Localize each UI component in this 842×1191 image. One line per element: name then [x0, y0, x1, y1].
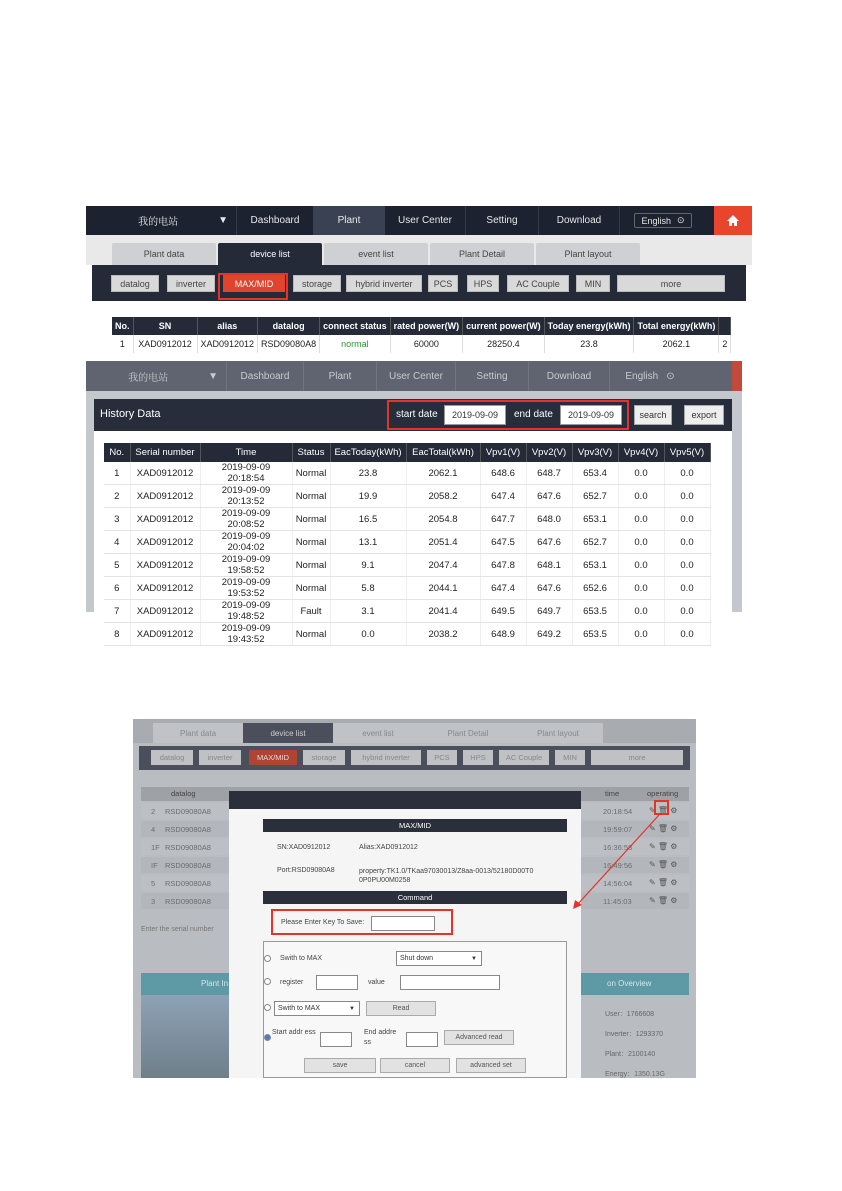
nav-plant[interactable]: Plant — [328, 370, 352, 382]
table-cell: XAD0912012 — [130, 623, 200, 646]
table-cell: 647.4 — [480, 485, 526, 508]
table-cell: 0.0 — [664, 623, 710, 646]
table-cell: 2054.8 — [406, 508, 480, 531]
table-cell: 653.5 — [572, 600, 618, 623]
cell-total-energy: 2062.1 — [634, 335, 719, 353]
bg-col-datalog: datalog — [171, 789, 196, 798]
device-type-bar — [92, 265, 746, 301]
home-button[interactable] — [732, 361, 742, 391]
circle-arrow-icon: ⊙ — [666, 370, 675, 382]
language-selector[interactable] — [610, 361, 690, 391]
table-cell: 652.7 — [572, 531, 618, 554]
table-cell: 0.0 — [664, 485, 710, 508]
col-today-energy: Today energy(kWh) — [544, 317, 634, 335]
end-date-input[interactable]: 2019-09-09 — [560, 405, 622, 425]
tab-plant-layout[interactable]: Plant layout — [536, 243, 640, 265]
table-cell: 649.7 — [526, 600, 572, 623]
language-selector[interactable] — [620, 206, 700, 235]
bg-plant-info: Plant In — [201, 979, 229, 988]
history-data-panel — [94, 399, 732, 645]
cell-connect-status: normal — [320, 335, 391, 353]
history-title: History Data — [100, 408, 161, 420]
col-vpv5: Vpv5(V) — [664, 443, 710, 462]
table-cell: 16.5 — [330, 508, 406, 531]
top-navigation — [86, 206, 752, 235]
bg-cell-time: 16:49:56 — [603, 861, 633, 870]
col-vpv1: Vpv1(V) — [480, 443, 526, 462]
advanced-set-button[interactable]: advanced set — [456, 1058, 526, 1073]
red-arrow — [133, 719, 696, 1078]
col-total-energy: Total energy(kWh) — [634, 317, 719, 335]
bg-cell-index: 2 — [151, 807, 156, 816]
table-row[interactable] — [104, 531, 710, 554]
plant-name: 我的电站 — [128, 372, 169, 384]
bg-cell-time: 14:56:04 — [603, 879, 633, 888]
table-cell: 3 — [104, 508, 130, 531]
table-cell: 647.6 — [526, 531, 572, 554]
end-address-label: End addre ss — [364, 1029, 397, 1046]
type-inverter[interactable]: inverter — [199, 750, 241, 765]
top-navigation-dimmed — [86, 361, 742, 391]
type-more[interactable]: more — [617, 275, 725, 292]
table-row[interactable] — [112, 335, 731, 353]
bg-cell-datalog: RSD09080A8 — [165, 807, 211, 816]
table-cell: 653.1 — [572, 554, 618, 577]
tab-plant-detail[interactable]: Plant Detail — [430, 243, 534, 265]
tab-event-list[interactable]: event list — [324, 243, 428, 265]
tab-plant-layout[interactable]: Plant layout — [513, 723, 603, 743]
cell-today-energy: 23.8 — [544, 335, 634, 353]
date-range-highlight — [387, 400, 629, 430]
table-cell: 653.1 — [572, 508, 618, 531]
bg-col-operating: operating — [647, 789, 679, 798]
bg-search-placeholder: Enter the serial number — [141, 926, 214, 933]
table-cell: XAD0912012 — [130, 600, 200, 623]
table-cell: 19.9 — [330, 485, 406, 508]
col-vpv4: Vpv4(V) — [618, 443, 664, 462]
max-mid-highlight — [218, 273, 288, 300]
cell-current-power: 28250.4 — [463, 335, 545, 353]
table-cell: 5 — [104, 554, 130, 577]
plant-selector[interactable] — [86, 206, 236, 235]
table-cell: 2041.4 — [406, 600, 480, 623]
table-cell: 2019-09-09 20:04:02 — [200, 531, 292, 554]
table-cell: 23.8 — [330, 462, 406, 485]
bg-stat-energy: Energy：1350.13G — [605, 1071, 665, 1078]
table-cell: 647.4 — [480, 577, 526, 600]
value-label: value — [368, 979, 385, 986]
table-cell: 0.0 — [618, 462, 664, 485]
table-cell: 2051.4 — [406, 531, 480, 554]
table-row[interactable] — [104, 577, 710, 600]
table-cell: 648.1 — [526, 554, 572, 577]
col-extra — [719, 317, 731, 335]
table-cell: 649.2 — [526, 623, 572, 646]
cell-rated-power: 60000 — [390, 335, 463, 353]
col-alias: alias — [197, 317, 258, 335]
col-rated-power: rated power(W) — [390, 317, 463, 335]
key-label: Please Enter Key To Save: — [281, 919, 365, 926]
type-min[interactable]: MIN — [555, 750, 585, 765]
plant-name: 我的电站 — [138, 217, 179, 228]
language-label: English — [625, 370, 659, 382]
table-cell: 2038.2 — [406, 623, 480, 646]
bg-col-time: time — [605, 789, 620, 798]
table-header-row — [112, 317, 731, 335]
register-label: register — [280, 979, 304, 986]
save-button[interactable]: save — [304, 1058, 376, 1073]
chevron-down-icon: ▼ — [471, 955, 477, 962]
plant-tabs — [86, 235, 752, 265]
table-cell: 2019-09-09 20:18:54 — [200, 462, 292, 485]
device-list-screenshot — [86, 206, 752, 356]
tab-plant-detail[interactable]: Plant Detail — [423, 723, 513, 743]
table-row[interactable] — [104, 600, 710, 623]
table-cell: 653.5 — [572, 623, 618, 646]
table-cell: 9.1 — [330, 554, 406, 577]
bg-cell-index: 5 — [151, 879, 156, 888]
table-cell: 2019-09-09 19:58:52 — [200, 554, 292, 577]
type-inverter[interactable]: inverter — [167, 275, 215, 292]
bg-stat-user: User：1766608 — [605, 1011, 655, 1018]
bg-cell-index: 1F — [151, 843, 160, 852]
row-action-icons[interactable]: ✎ 🗑 ⚙ — [649, 860, 678, 869]
table-cell: XAD0912012 — [130, 577, 200, 600]
table-cell: Normal — [292, 577, 330, 600]
advanced-read-button[interactable]: Advanced read — [444, 1030, 514, 1045]
export-button[interactable]: export — [684, 405, 724, 425]
table-cell: XAD0912012 — [130, 485, 200, 508]
caret-down-icon: ▼ — [208, 370, 218, 382]
bg-cell-index: IF — [151, 861, 158, 870]
table-cell: 647.7 — [480, 508, 526, 531]
search-button[interactable]: search — [634, 405, 672, 425]
language-label: English — [641, 215, 671, 226]
cancel-button[interactable]: cancel — [380, 1058, 450, 1073]
table-cell: 2062.1 — [406, 462, 480, 485]
circle-arrow-icon: ⊙ — [676, 215, 685, 225]
command-title: Command — [263, 891, 567, 904]
start-date-input[interactable]: 2019-09-09 — [444, 405, 506, 425]
table-cell: XAD0912012 — [130, 462, 200, 485]
table-cell: 0.0 — [664, 600, 710, 623]
table-header-row — [104, 443, 710, 462]
table-cell: 8 — [104, 623, 130, 646]
col-status: Status — [292, 443, 330, 462]
col-vpv2: Vpv2(V) — [526, 443, 572, 462]
table-cell: 653.4 — [572, 462, 618, 485]
table-cell: 647.8 — [480, 554, 526, 577]
col-eac-total: EacTotal(kWh) — [406, 443, 480, 462]
type-hybrid-inverter[interactable]: hybrid inverter — [346, 275, 422, 292]
type-storage[interactable]: storage — [303, 750, 345, 765]
col-serial-number: Serial number — [130, 443, 200, 462]
nav-user-center[interactable]: User Center — [398, 215, 452, 226]
bg-cell-datalog: RSD09080A8 — [165, 861, 211, 870]
table-cell: 648.9 — [480, 623, 526, 646]
table-cell: 4 — [104, 531, 130, 554]
table-cell: 647.5 — [480, 531, 526, 554]
table-cell: 5.8 — [330, 577, 406, 600]
table-cell: 647.6 — [526, 485, 572, 508]
tab-plant-data[interactable]: Plant data — [112, 243, 216, 265]
row-action-icons[interactable]: ✎ 🗑 ⚙ — [649, 806, 678, 815]
type-ac-couple[interactable]: AC Couple — [499, 750, 549, 765]
nav-dashboard[interactable]: Dashboard — [250, 215, 300, 226]
table-cell: 2047.4 — [406, 554, 480, 577]
table-cell: Normal — [292, 623, 330, 646]
table-cell: 0.0 — [330, 623, 406, 646]
table-cell: 2019-09-09 19:48:52 — [200, 600, 292, 623]
col-datalog: datalog — [258, 317, 320, 335]
table-cell: Normal — [292, 554, 330, 577]
start-address-label: Start addr ess — [272, 1029, 316, 1036]
bg-cell-datalog: RSD09080A8 — [165, 879, 211, 888]
table-cell: Normal — [292, 508, 330, 531]
bg-cell-index: 3 — [151, 897, 156, 906]
type-ac-couple[interactable]: AC Couple — [507, 275, 569, 292]
switch-select-value: Shut down — [400, 955, 434, 962]
table-cell: 648.7 — [526, 462, 572, 485]
col-time: Time — [200, 443, 292, 462]
table-cell: 6 — [104, 577, 130, 600]
bg-cell-time: 19:59:07 — [603, 825, 633, 834]
nav-setting[interactable]: Setting — [486, 215, 518, 226]
switch-label: Swith to MAX — [280, 955, 323, 962]
col-vpv3: Vpv3(V) — [572, 443, 618, 462]
table-cell: 2 — [104, 485, 130, 508]
table-cell: XAD0912012 — [130, 531, 200, 554]
table-cell: 0.0 — [664, 462, 710, 485]
nav-plant[interactable]: Plant — [313, 206, 385, 235]
row-action-icons[interactable]: ✎ 🗑 ⚙ — [649, 878, 678, 887]
history-table — [104, 443, 711, 646]
type-datalog[interactable]: datalog — [111, 275, 159, 292]
type-hps[interactable]: HPS — [463, 750, 493, 765]
tab-plant-data[interactable]: Plant data — [153, 723, 243, 743]
table-cell: 0.0 — [664, 508, 710, 531]
row-action-icons[interactable]: ✎ 🗑 ⚙ — [649, 842, 678, 851]
table-cell: 2044.1 — [406, 577, 480, 600]
table-cell: Normal — [292, 531, 330, 554]
table-row[interactable] — [104, 554, 710, 577]
device-sn: SN:XAD0912012 — [277, 844, 331, 851]
device-port: Port:RSD09080A8 — [277, 867, 335, 874]
bg-cell-datalog: RSD09080A8 — [165, 897, 211, 906]
table-cell: 0.0 — [618, 531, 664, 554]
col-current-power: current power(W) — [463, 317, 545, 335]
bg-stat-inverter: Inverter：1293370 — [605, 1031, 663, 1038]
table-row[interactable] — [104, 623, 710, 646]
cell-datalog: RSD09080A8 — [258, 335, 320, 353]
bg-stat-plant: Plant：2100140 — [605, 1051, 656, 1058]
nav-download[interactable]: Download — [546, 370, 592, 382]
table-cell: 0.0 — [618, 577, 664, 600]
nav-download[interactable]: Download — [556, 215, 602, 226]
table-cell: 0.0 — [618, 485, 664, 508]
chevron-down-icon: ▼ — [349, 1005, 355, 1012]
table-cell: 647.6 — [526, 577, 572, 600]
home-icon — [726, 214, 740, 227]
dialog-title: MAX/MID — [263, 819, 567, 832]
bg-cell-index: 4 — [151, 825, 156, 834]
tab-event-list[interactable]: event list — [333, 723, 423, 743]
table-cell: 2019-09-09 19:53:52 — [200, 577, 292, 600]
type-pcs[interactable]: PCS — [428, 275, 458, 292]
cell-no: 1 — [112, 335, 133, 353]
table-cell: 652.6 — [572, 577, 618, 600]
col-eac-today: EacToday(kWh) — [330, 443, 406, 462]
type-min[interactable]: MIN — [576, 275, 610, 292]
device-property: property:TK1.0/TKaa97030013/Z8aa-0013/52180D00T00P0PU00M0258 — [359, 868, 534, 884]
end-date-label: end date — [514, 409, 553, 420]
col-no: No. — [104, 443, 130, 462]
table-cell: Fault — [292, 600, 330, 623]
col-connect-status: connect status — [320, 317, 391, 335]
type-storage[interactable]: storage — [293, 275, 341, 292]
table-cell: XAD0912012 — [130, 508, 200, 531]
history-table-body — [104, 462, 710, 646]
table-cell: 2019-09-09 20:13:52 — [200, 485, 292, 508]
col-no: No. — [112, 317, 133, 335]
col-sn: SN — [133, 317, 197, 335]
table-cell: 2019-09-09 20:08:52 — [200, 508, 292, 531]
command-dialog-screenshot — [133, 719, 696, 1078]
type-max-mid[interactable]: MAX/MID — [249, 750, 297, 765]
table-cell: 648.0 — [526, 508, 572, 531]
table-cell: 648.6 — [480, 462, 526, 485]
table-cell: 649.5 — [480, 600, 526, 623]
table-row[interactable] — [104, 508, 710, 531]
bg-cell-time: 11:45:03 — [603, 897, 632, 906]
table-cell: XAD0912012 — [130, 554, 200, 577]
bg-cell-time: 16:36:58 — [603, 843, 633, 852]
table-cell: Normal — [292, 485, 330, 508]
read-select-value: Swith to MAX — [278, 1005, 321, 1012]
type-more[interactable]: more — [591, 750, 683, 765]
type-hybrid-inverter[interactable]: hybrid inverter — [351, 750, 421, 765]
caret-down-icon: ▼ — [218, 215, 228, 226]
table-row[interactable] — [104, 485, 710, 508]
type-max-mid[interactable]: MAX/MID — [223, 275, 285, 292]
table-cell: 7 — [104, 600, 130, 623]
bg-cell-datalog: RSD09080A8 — [165, 843, 211, 852]
cell-alias: XAD0912012 — [197, 335, 258, 353]
table-row[interactable] — [104, 462, 710, 485]
table-cell: 13.1 — [330, 531, 406, 554]
tab-device-list[interactable]: device list — [243, 723, 333, 743]
arrow-line — [577, 815, 659, 905]
cell-extra: 2 — [719, 335, 731, 353]
row-action-icons[interactable]: ✎ 🗑 ⚙ — [649, 824, 678, 833]
table-cell: 0.0 — [618, 554, 664, 577]
bg-overview: on Overview — [607, 979, 652, 988]
bg-cell-datalog: RSD09080A8 — [165, 825, 211, 834]
table-cell: 0.0 — [664, 577, 710, 600]
cell-sn[interactable]: XAD0912012 — [133, 335, 197, 353]
type-hps[interactable]: HPS — [467, 275, 499, 292]
table-cell: 0.0 — [664, 531, 710, 554]
table-cell: 2058.2 — [406, 485, 480, 508]
bg-cell-time: 20:18:54 — [603, 807, 633, 816]
tab-device-list[interactable]: device list — [218, 243, 322, 265]
table-cell: 0.0 — [618, 623, 664, 646]
read-button[interactable]: Read — [366, 1001, 436, 1016]
nav-setting[interactable]: Setting — [476, 370, 508, 382]
nav-user-center[interactable]: User Center — [389, 370, 443, 382]
table-cell: 652.7 — [572, 485, 618, 508]
table-cell: 1 — [104, 462, 130, 485]
type-datalog[interactable]: datalog — [151, 750, 193, 765]
row-action-icons[interactable]: ✎ 🗑 ⚙ — [649, 896, 678, 905]
nav-dashboard[interactable]: Dashboard — [240, 370, 290, 382]
start-date-label: start date — [396, 409, 438, 420]
plant-selector[interactable] — [86, 361, 226, 391]
history-data-screenshot — [86, 361, 742, 645]
table-cell: 2019-09-09 19:43:52 — [200, 623, 292, 646]
device-table — [112, 317, 731, 353]
type-pcs[interactable]: PCS — [427, 750, 457, 765]
table-cell: Normal — [292, 462, 330, 485]
table-cell: 0.0 — [664, 554, 710, 577]
table-cell: 3.1 — [330, 600, 406, 623]
device-alias: Alias:XAD0912012 — [359, 844, 418, 851]
table-cell: 0.0 — [618, 508, 664, 531]
table-cell: 0.0 — [618, 600, 664, 623]
home-button[interactable] — [714, 206, 752, 235]
